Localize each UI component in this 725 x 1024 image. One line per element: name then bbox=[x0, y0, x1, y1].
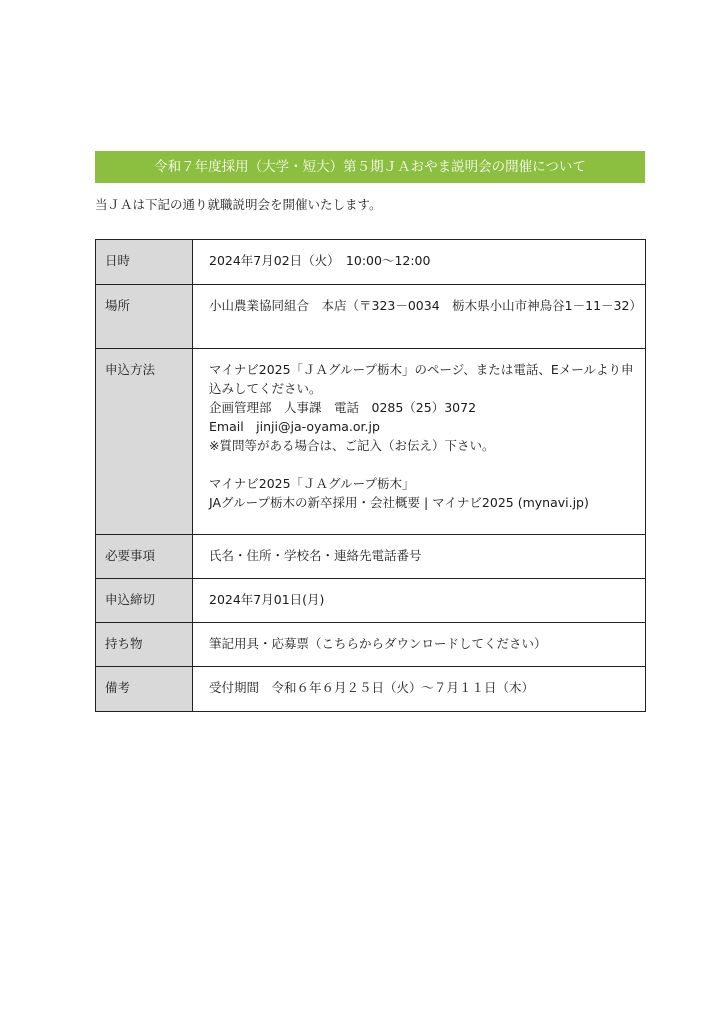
deadline-text: 2024年7月01日(月) bbox=[209, 592, 325, 607]
contact-email[interactable]: Email jinji@ja-oyama.or.jp bbox=[209, 419, 380, 434]
row-label: 備考 bbox=[96, 667, 193, 712]
location-text: 小山農業協同組合 本店（〒323－0034 栃木県小山市神鳥谷1－11－32） bbox=[209, 298, 642, 313]
row-value bbox=[193, 623, 646, 667]
table-row-application bbox=[96, 349, 646, 535]
row-label: 申込締切 bbox=[96, 579, 193, 623]
table-row-belongings bbox=[96, 623, 646, 667]
row-label: 場所 bbox=[96, 285, 193, 349]
table-row-deadline bbox=[96, 579, 646, 623]
mynavi-link[interactable]: JAグループ栃木の新卒採用・会社概要 | マイナビ2025 (mynavi.jp) bbox=[209, 495, 589, 510]
application-instructions: マイナビ2025「ＪＡグループ栃木」のページ、または電話、Eメールより申込みしてください。 bbox=[209, 362, 634, 396]
intro-text: 当ＪＡは下記の通り就職説明会を開催いたします。 bbox=[95, 197, 382, 212]
row-value bbox=[193, 349, 646, 535]
row-value bbox=[193, 579, 646, 623]
contact-phone: 企画管理部 人事課 電話 0285（25）3072 bbox=[209, 400, 477, 415]
remarks-text: 受付期間 令和６年６月２５日（火）〜７月１１日（木） bbox=[209, 680, 535, 695]
row-value bbox=[193, 667, 646, 712]
blank-line bbox=[209, 455, 637, 474]
belongings-text[interactable]: 筆記用具・応募票（こちらからダウンロードしてください） bbox=[209, 636, 547, 651]
datetime-text: 2024年7月02日（火） 10:00〜12:00 bbox=[209, 253, 431, 268]
table-row-datetime bbox=[96, 240, 646, 285]
info-table bbox=[95, 239, 646, 712]
row-label: 持ち物 bbox=[96, 623, 193, 667]
requirements-text: 氏名・住所・学校名・連絡先電話番号 bbox=[209, 548, 422, 563]
row-value bbox=[193, 535, 646, 579]
row-label: 必要事項 bbox=[96, 535, 193, 579]
page-title: 令和７年度採用（大学・短大）第５期ＪＡおやま説明会の開催について bbox=[95, 151, 645, 183]
table-row-requirements bbox=[96, 535, 646, 579]
row-value bbox=[193, 285, 646, 349]
table-row-remarks bbox=[96, 667, 646, 712]
row-label: 申込方法 bbox=[96, 349, 193, 535]
question-note: ※質問等がある場合は、ご記入（お伝え）下さい。 bbox=[209, 438, 495, 453]
row-label: 日時 bbox=[96, 240, 193, 285]
mynavi-page-name: マイナビ2025「ＪＡグループ栃木」 bbox=[209, 476, 415, 491]
row-value bbox=[193, 240, 646, 285]
table-row-location bbox=[96, 285, 646, 349]
